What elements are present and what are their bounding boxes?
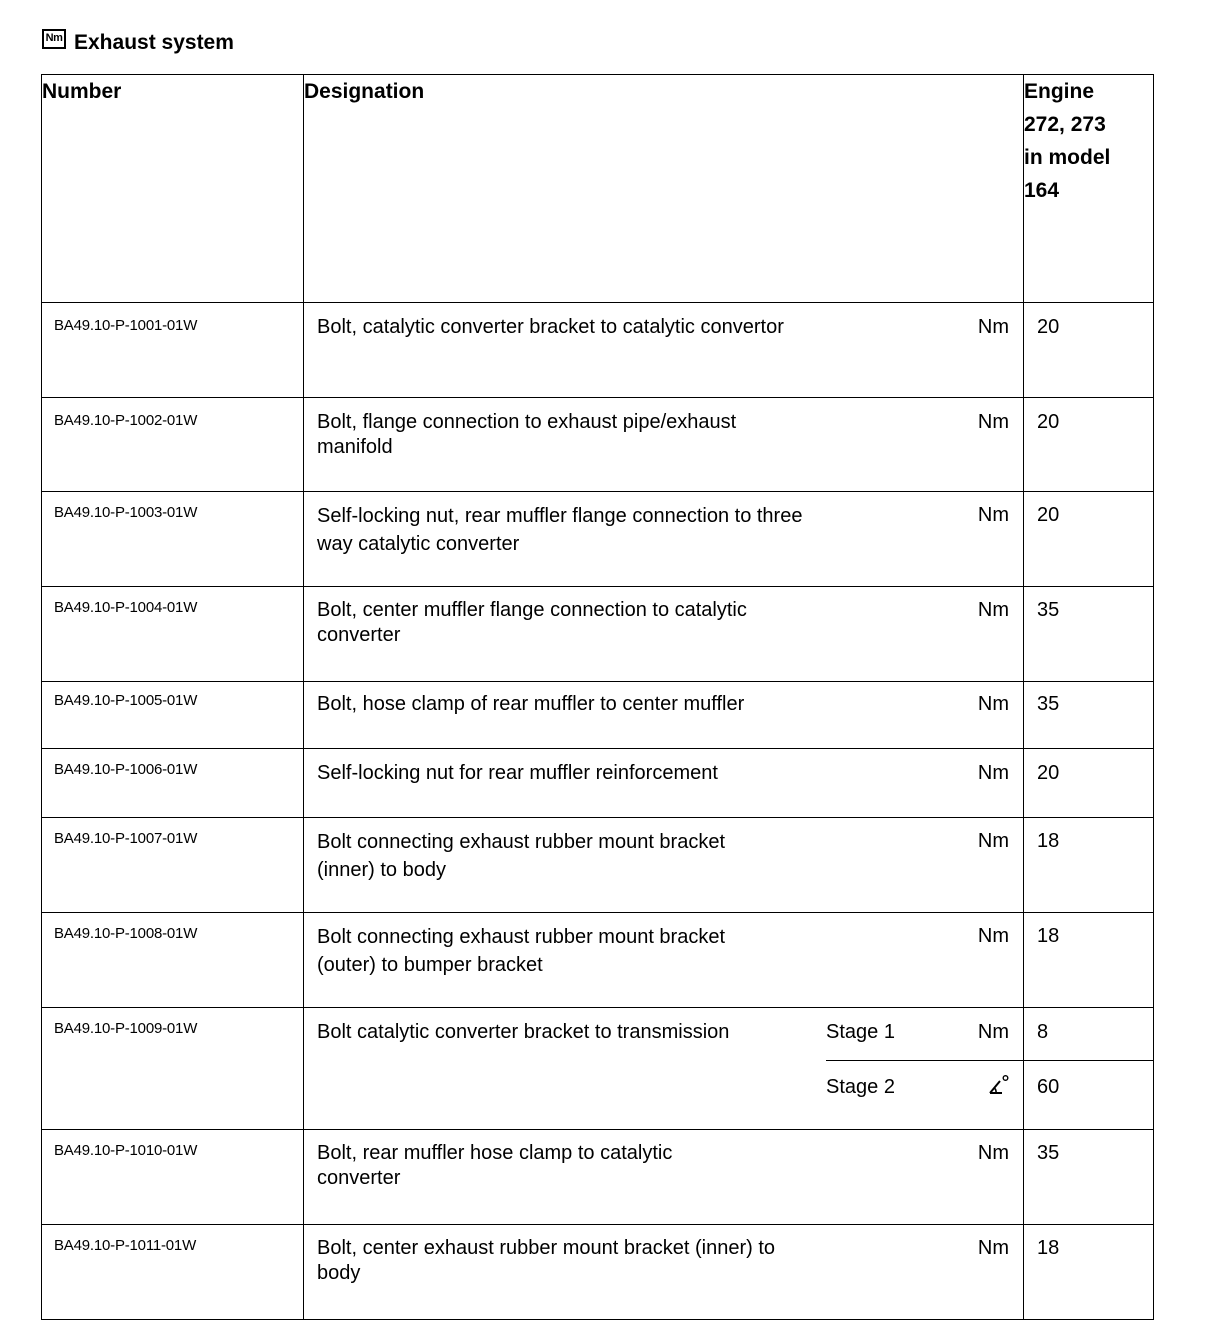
row-value: 18 [1024, 818, 1154, 913]
row-designation-cell [304, 818, 1024, 913]
row-value: 20 [1024, 492, 1154, 587]
stage-2-value: 60 [1037, 1076, 1060, 1098]
table-row [42, 682, 1154, 749]
row-value: 18 [1024, 913, 1154, 1008]
row-number: BA49.10-P-1008-01W [42, 913, 304, 1008]
table-row [42, 492, 1154, 587]
row-designation-cell [304, 682, 1024, 749]
row-number: BA49.10-P-1004-01W [42, 587, 304, 682]
row-designation-cell [304, 749, 1024, 818]
row-designation: Bolt, center muffler flange connection to catalytic converter [317, 599, 747, 646]
table-header-row [42, 75, 1154, 303]
table-row-stages [42, 1008, 1154, 1130]
table-row [42, 1130, 1154, 1225]
table-row [42, 303, 1154, 398]
table-row [42, 818, 1154, 913]
engine-header-line: 164 [1024, 179, 1060, 202]
row-designation: Bolt, rear muffler hose clamp to catalytic converter [317, 1142, 673, 1189]
row-designation: Bolt connecting exhaust rubber mount bracket (inner) to body [317, 831, 726, 881]
column-header-designation: Designation [304, 75, 1024, 303]
row-number: BA49.10-P-1005-01W [42, 682, 304, 749]
row-unit: Nm [977, 1142, 1009, 1164]
row-value: 20 [1024, 303, 1154, 398]
row-value: 35 [1024, 1130, 1154, 1225]
row-value: 35 [1024, 587, 1154, 682]
engine-header-line: Engine [1024, 80, 1095, 103]
row-number: BA49.10-P-1011-01W [42, 1225, 304, 1320]
row-number: BA49.10-P-1001-01W [42, 303, 304, 398]
torque-nm-icon: Nm [42, 29, 66, 49]
row-unit: Nm [977, 411, 1009, 433]
row-unit: Nm [977, 599, 1009, 621]
row-value: 35 [1024, 682, 1154, 749]
row-designation: Self-locking nut for rear muffler reinforcement [317, 762, 718, 784]
stage-1-label: Stage 1 [826, 1021, 895, 1043]
row-unit: Nm [977, 925, 1009, 947]
row-designation: Bolt connecting exhaust rubber mount bracket (outer) to bumper bracket [317, 926, 726, 976]
row-designation-cell [304, 303, 1024, 398]
engine-header-line: 272, 273 [1024, 113, 1106, 136]
row-designation: Bolt catalytic converter bracket to transmission [317, 1021, 730, 1043]
row-value: 18 [1024, 1225, 1154, 1320]
table-row [42, 749, 1154, 818]
row-designation-cell [304, 1008, 1024, 1130]
row-designation: Bolt, hose clamp of rear muffler to center muffler [317, 693, 745, 715]
row-designation-cell [304, 587, 1024, 682]
row-value: 20 [1024, 749, 1154, 818]
stage-divider [826, 1060, 1023, 1061]
section-title-text: Exhaust system [74, 31, 234, 54]
table-row [42, 913, 1154, 1008]
row-unit: Nm [977, 830, 1009, 852]
column-header-number: Number [42, 75, 304, 303]
row-value: 20 [1024, 398, 1154, 492]
stage-value-divider [1024, 1060, 1153, 1061]
column-header-engine [1024, 75, 1154, 303]
row-value-cell [1024, 1008, 1154, 1130]
row-designation-cell [304, 398, 1024, 492]
row-designation: Self-locking nut, rear muffler flange connection to three way catalytic converter [317, 505, 803, 555]
row-designation-cell [304, 1225, 1024, 1320]
stage-1-value: 8 [1037, 1021, 1049, 1043]
table-row [42, 398, 1154, 492]
row-unit: Nm [977, 504, 1009, 526]
table-row [42, 1225, 1154, 1320]
table-row [42, 587, 1154, 682]
engine-header-line: in model [1024, 146, 1111, 169]
section-title [42, 28, 234, 58]
row-designation: Bolt, center exhaust rubber mount bracket (inner) to body [317, 1237, 776, 1284]
row-number: BA49.10-P-1007-01W [42, 818, 304, 913]
row-number: BA49.10-P-1002-01W [42, 398, 304, 492]
row-number: BA49.10-P-1010-01W [42, 1130, 304, 1225]
row-unit: Nm [977, 316, 1009, 338]
stage-2-label: Stage 2 [826, 1076, 895, 1098]
row-number: BA49.10-P-1009-01W [42, 1008, 304, 1130]
row-number: BA49.10-P-1006-01W [42, 749, 304, 818]
row-designation: Bolt, catalytic converter bracket to catalytic convertor [317, 316, 784, 338]
torque-spec-table [41, 74, 1154, 1320]
row-number: BA49.10-P-1003-01W [42, 492, 304, 587]
stage-1-unit: Nm [977, 1021, 1009, 1043]
row-designation-cell [304, 1130, 1024, 1225]
row-unit: Nm [977, 1237, 1009, 1259]
row-unit: Nm [977, 693, 1009, 715]
angle-degree-icon [987, 1074, 1009, 1096]
row-designation: Bolt, flange connection to exhaust pipe/exhaust manifold [317, 411, 737, 458]
row-designation-cell [304, 913, 1024, 1008]
row-designation-cell [304, 492, 1024, 587]
row-unit: Nm [977, 762, 1009, 784]
